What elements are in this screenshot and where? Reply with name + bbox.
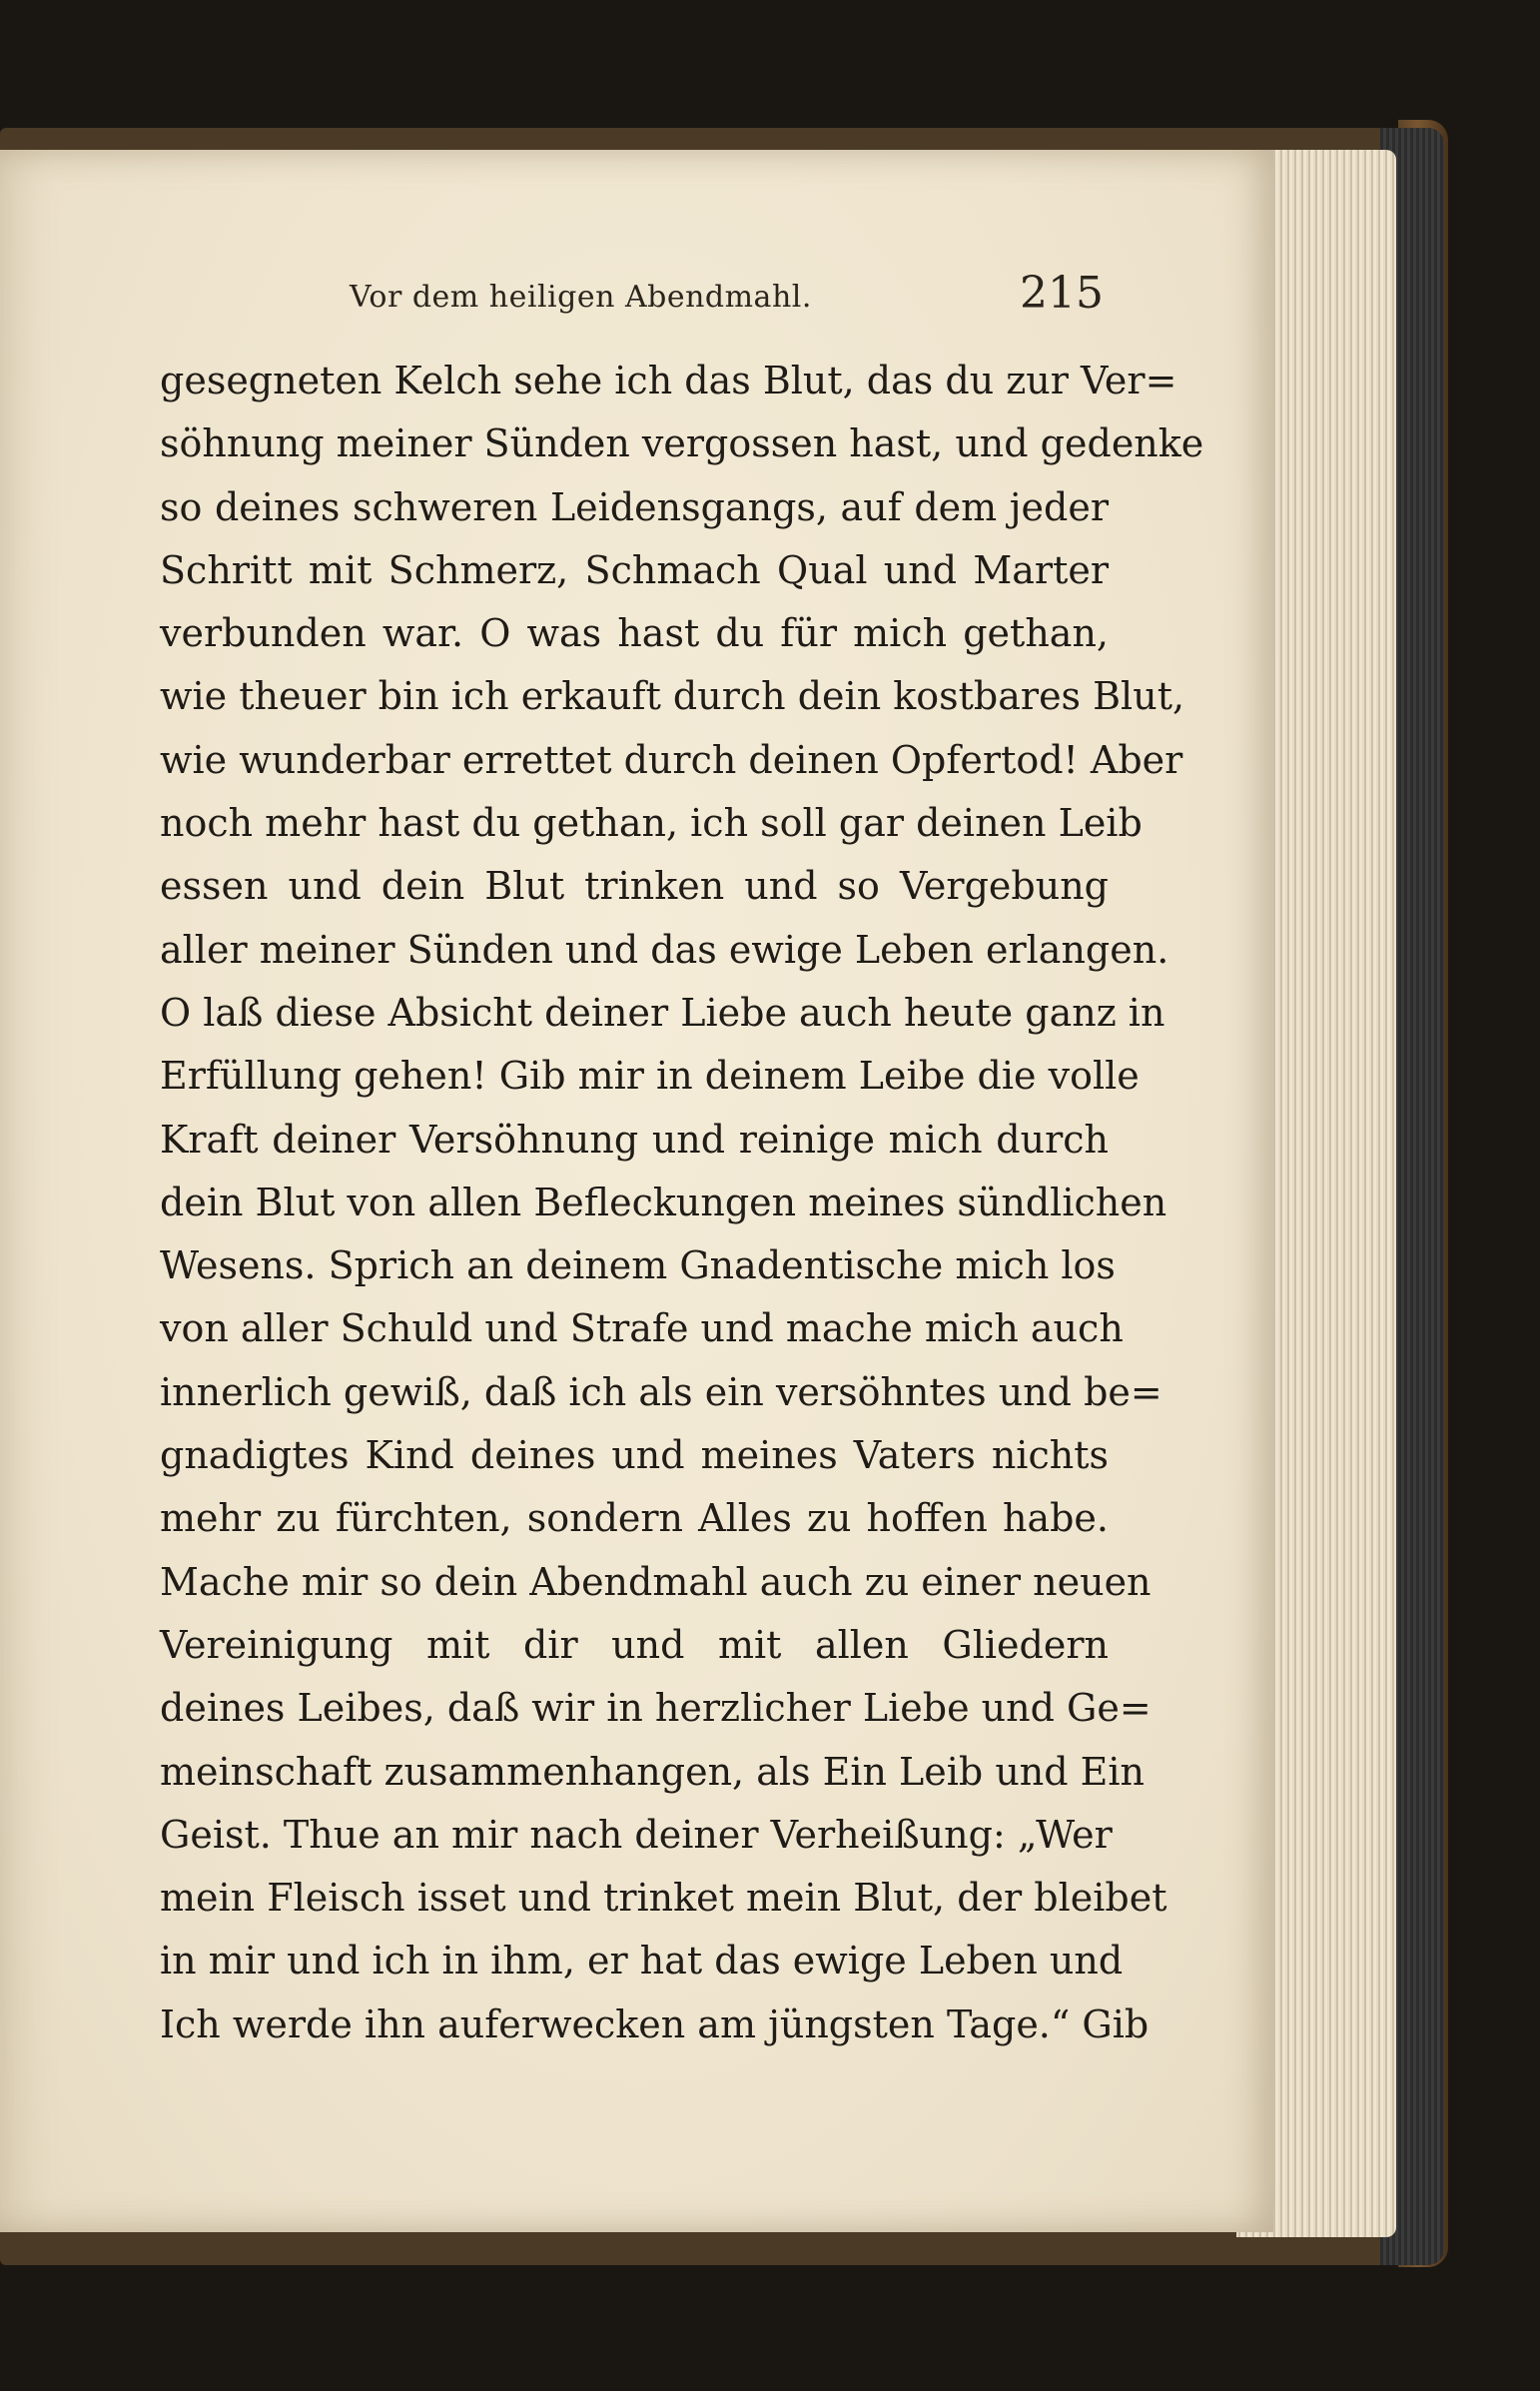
text-line: Vereinigung mit dir und mit allen Gliedern bbox=[160, 1622, 1109, 1667]
text-line: essen und dein Blut trinken und so Vergebung bbox=[160, 864, 1109, 909]
text-line: wie wunderbar errettet durch deinen Opfertod! Aber bbox=[160, 737, 1183, 782]
text-line: Schritt mit Schmerz, Schmach Qual und Marter bbox=[160, 547, 1109, 592]
page-number: 215 bbox=[1020, 268, 1104, 319]
text-line: mein Fleisch isset und trinket mein Blut, der bleibet bbox=[160, 1876, 1167, 1921]
text-line: söhnung meiner Sünden vergossen hast, und gedenke bbox=[160, 421, 1204, 466]
text-line: Wesens. Sprich an deinem Gnadentische mich los bbox=[160, 1243, 1116, 1288]
text-line: meinschaft zusammenhangen, als Ein Leib und Ein bbox=[160, 1749, 1146, 1794]
running-head: Vor dem heiligen Abendmahl. bbox=[350, 280, 812, 315]
text-line: verbunden war. O was hast du für mich gethan, bbox=[160, 611, 1109, 656]
text-line: mehr zu fürchten, sondern Alles zu hoffen habe. bbox=[160, 1496, 1109, 1541]
text-line: Kraft deiner Versöhnung und reinige mich durch bbox=[160, 1117, 1109, 1162]
body-text bbox=[160, 350, 1204, 2056]
text-line: dein Blut von allen Befleckungen meines sündlichen bbox=[160, 1180, 1167, 1224]
page-header bbox=[350, 255, 1104, 319]
text-line: innerlich gewiß, daß ich als ein versöhntes und be= bbox=[160, 1369, 1162, 1414]
text-line: Erfüllung gehen! Gib mir in deinem Leibe die volle bbox=[160, 1054, 1140, 1099]
text-line: gesegneten Kelch sehe ich das Blut, das du zur Ver= bbox=[160, 359, 1177, 402]
text-line: von aller Schuld und Strafe und mache mich auch bbox=[160, 1306, 1124, 1351]
text-line: in mir und ich in ihm, er hat das ewige Leben und bbox=[160, 1939, 1124, 1984]
text-line: Geist. Thue an mir nach deiner Verheißung: „Wer bbox=[160, 1812, 1113, 1857]
text-line: deines Leibes, daß wir in herzlicher Liebe und Ge= bbox=[160, 1686, 1152, 1731]
text-line: so deines schweren Leidensgangs, auf dem jeder bbox=[160, 484, 1109, 529]
text-line: Ich werde ihn auferwecken am jüngsten Tage.“ Gib bbox=[160, 2001, 1150, 2046]
text-line: aller meiner Sünden und das ewige Leben erlangen. bbox=[160, 927, 1169, 972]
text-line: wie theuer bin ich erkauft durch dein kostbares Blut, bbox=[160, 674, 1185, 719]
text-line: noch mehr hast du gethan, ich soll gar deinen Leib bbox=[160, 801, 1143, 846]
text-line: gnadigtes Kind deines und meines Vaters nichts bbox=[160, 1433, 1109, 1478]
text-line: O laß diese Absicht deiner Liebe auch heute ganz in bbox=[160, 990, 1165, 1035]
text-line: Mache mir so dein Abendmahl auch zu einer neuen bbox=[160, 1559, 1152, 1604]
